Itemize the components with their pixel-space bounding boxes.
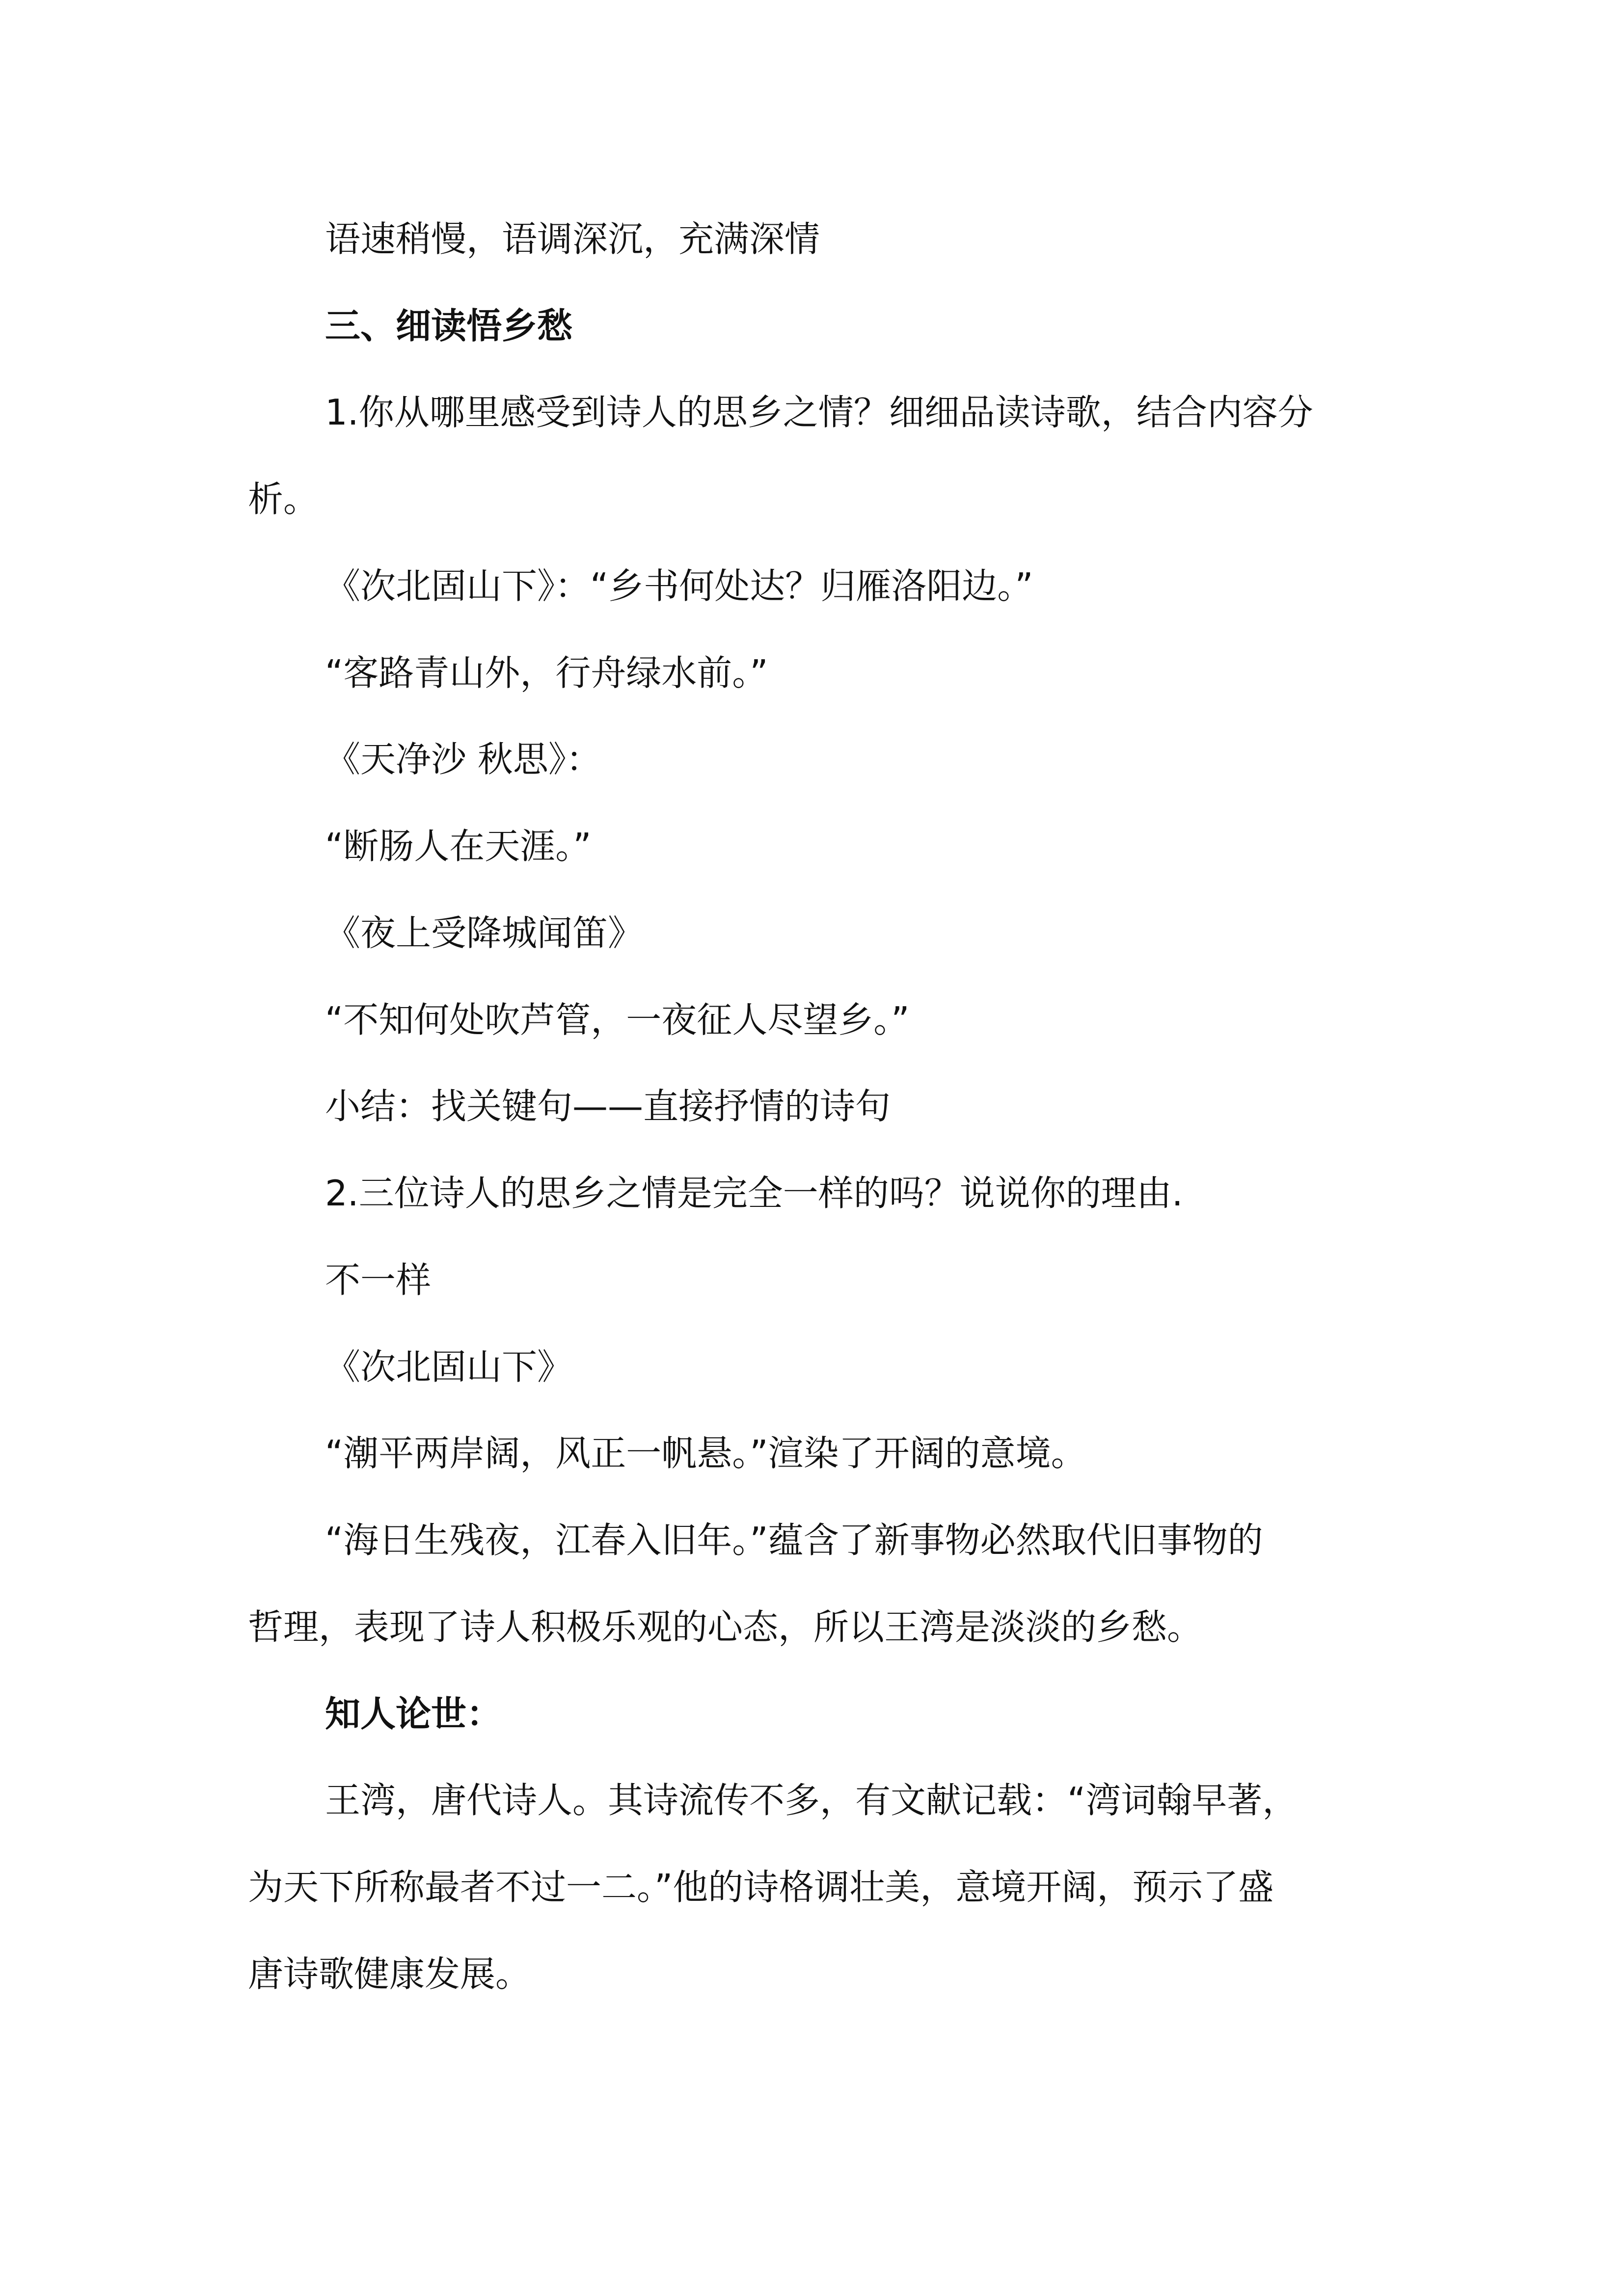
poem-quote-line: “断肠人在天涯。” (325, 826, 592, 867)
question-1-line-2: 析。 (248, 479, 319, 520)
analysis-line: 哲理，表现了诗人积极乐观的心态，所以王湾是淡淡的乡愁。 (248, 1606, 1203, 1648)
background-paragraph-line-2: 为天下所称最者不过一二。”他的诗格调壮美，意境开阔，预示了盛 (248, 1867, 1274, 1908)
poem-title-line: 《天净沙 秋思》： (325, 739, 601, 780)
paragraph-reading-tone: 语速稍慢，语调深沉，充满深情 (325, 218, 820, 260)
background-paragraph-line-3: 唐诗歌健康发展。 (248, 1953, 531, 1995)
section-heading: 三、细读悟乡愁 (325, 305, 573, 347)
question-1-line-1: 1.你从哪里感受到诗人的思乡之情？细细品读诗歌，结合内容分 (325, 392, 1313, 433)
question-2-line: 2.三位诗人的思乡之情是完全一样的吗？说说你的理由. (325, 1173, 1183, 1214)
poem-quote-line: “客路青山外，行舟绿水前。” (325, 652, 768, 694)
analysis-line: “潮平两岸阔，风正一帆悬。”渲染了开阔的意境。 (325, 1433, 1086, 1474)
poem-quote-line: 《次北固山下》：“乡书何处达？归雁洛阳边。” (325, 565, 1033, 607)
summary-line: 小结：找关键句——直接抒情的诗句 (325, 1086, 891, 1127)
subheading-background: 知人论世： (325, 1693, 502, 1735)
poem-title-line: 《夜上受降城闻笛》 (325, 912, 644, 954)
answer-line: 不一样 (325, 1259, 432, 1301)
background-paragraph-line-1: 王湾，唐代诗人。其诗流传不多，有文献记载：“湾词翰早著， (325, 1780, 1298, 1821)
analysis-line: “海日生残夜，江春入旧年。”蕴含了新事物必然取代旧事物的 (325, 1520, 1263, 1561)
poem-title-line: 《次北固山下》 (325, 1346, 573, 1388)
poem-quote-line: “不知何处吹芦管，一夜征人尽望乡。” (325, 999, 910, 1041)
